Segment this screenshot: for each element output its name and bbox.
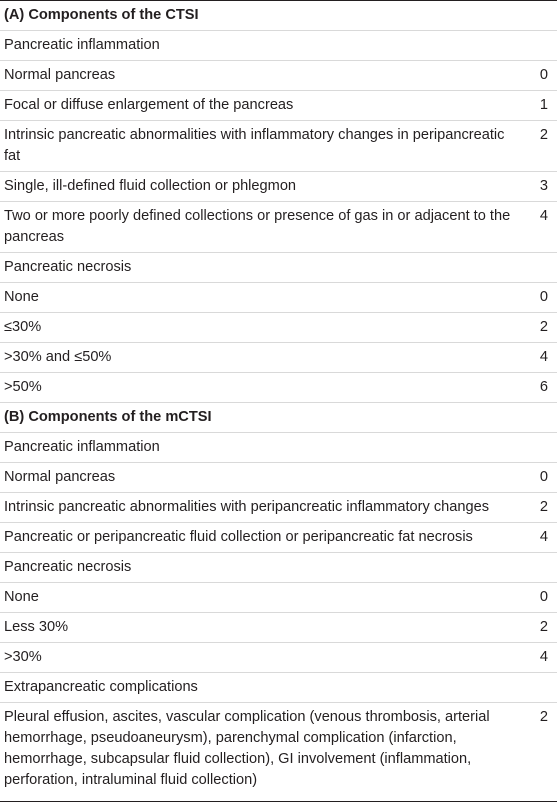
- table-row: [0, 61, 557, 91]
- row-label: None: [4, 289, 39, 305]
- row-subheading: Pancreatic inflammation: [4, 37, 160, 53]
- table-row: [0, 343, 557, 373]
- table-row: [0, 433, 557, 463]
- row-score: 0: [539, 67, 548, 83]
- table-row: [0, 583, 557, 613]
- row-label: Normal pancreas: [4, 469, 116, 485]
- table-row: [0, 643, 557, 673]
- table-row: [0, 673, 557, 703]
- row-score: 4: [539, 649, 548, 665]
- row-score: 2: [539, 319, 548, 335]
- row-subheading: Pancreatic necrosis: [4, 559, 132, 575]
- table-row: [0, 172, 557, 202]
- row-label: Single, ill-defined fluid collection or phlegmon: [4, 178, 297, 194]
- row-label: None: [4, 589, 39, 605]
- table-row: [0, 91, 557, 121]
- table-row: [0, 463, 557, 493]
- table-row: [0, 703, 557, 795]
- section-heading-mctsi: (B) Components of the mCTSI: [4, 409, 212, 425]
- row-label: Pancreatic or peripancreatic fluid collection or peripancreatic fat necrosis: [4, 529, 473, 545]
- row-label: Normal pancreas: [4, 67, 116, 83]
- table-row: [0, 31, 557, 61]
- table-row: [0, 493, 557, 523]
- row-score: 0: [539, 469, 548, 485]
- row-label: Intrinsic pancreatic abnormalities with peripancreatic inflammatory changes: [4, 499, 490, 515]
- table-row: [0, 553, 557, 583]
- row-label: ≤30%: [4, 319, 42, 335]
- row-score: 4: [539, 208, 548, 224]
- row-score: 0: [539, 289, 548, 305]
- row-label: Less 30%: [4, 619, 69, 635]
- row-score: 2: [539, 499, 548, 515]
- row-subheading: Pancreatic inflammation: [4, 439, 160, 455]
- table-row: [0, 1, 557, 31]
- row-label: >50%: [4, 379, 42, 395]
- row-score: 2: [539, 709, 548, 725]
- row-subheading: Pancreatic necrosis: [4, 259, 132, 275]
- row-score: 2: [539, 619, 548, 635]
- table-row: [0, 523, 557, 553]
- row-label: Pleural effusion, ascites, vascular complication (venous thrombosis, arterial hemorrhage, pseudoaneurysm), parenchymal complication (infarction, hemorrhage, subcapsular fluid collection), GI involvement (inflammation, perforation, intraluminal fluid collection): [4, 709, 490, 788]
- row-subheading: Extrapancreatic complications: [4, 679, 198, 695]
- row-label: >30% and ≤50%: [4, 349, 112, 365]
- table-row: [0, 373, 557, 403]
- table-row: [0, 403, 557, 433]
- row-label: Two or more poorly defined collections or presence of gas in or adjacent to the pancreas: [4, 208, 511, 245]
- row-score: 6: [539, 379, 548, 395]
- row-score: 2: [539, 127, 548, 143]
- table-row: [0, 283, 557, 313]
- row-label: Intrinsic pancreatic abnormalities with inflammatory changes in peripancreatic fat: [4, 127, 505, 164]
- table-row: [0, 121, 557, 172]
- row-score: 1: [539, 97, 548, 113]
- table-row: [0, 202, 557, 253]
- table-row: [0, 313, 557, 343]
- section-heading-ctsi: (A) Components of the CTSI: [4, 7, 199, 23]
- row-score: 3: [539, 178, 548, 194]
- row-score: 4: [539, 349, 548, 365]
- table-row: [0, 253, 557, 283]
- table-row: [0, 613, 557, 643]
- row-label: >30%: [4, 649, 42, 665]
- row-score: 4: [539, 529, 548, 545]
- row-score: 0: [539, 589, 548, 605]
- row-label: Focal or diffuse enlargement of the pancreas: [4, 97, 294, 113]
